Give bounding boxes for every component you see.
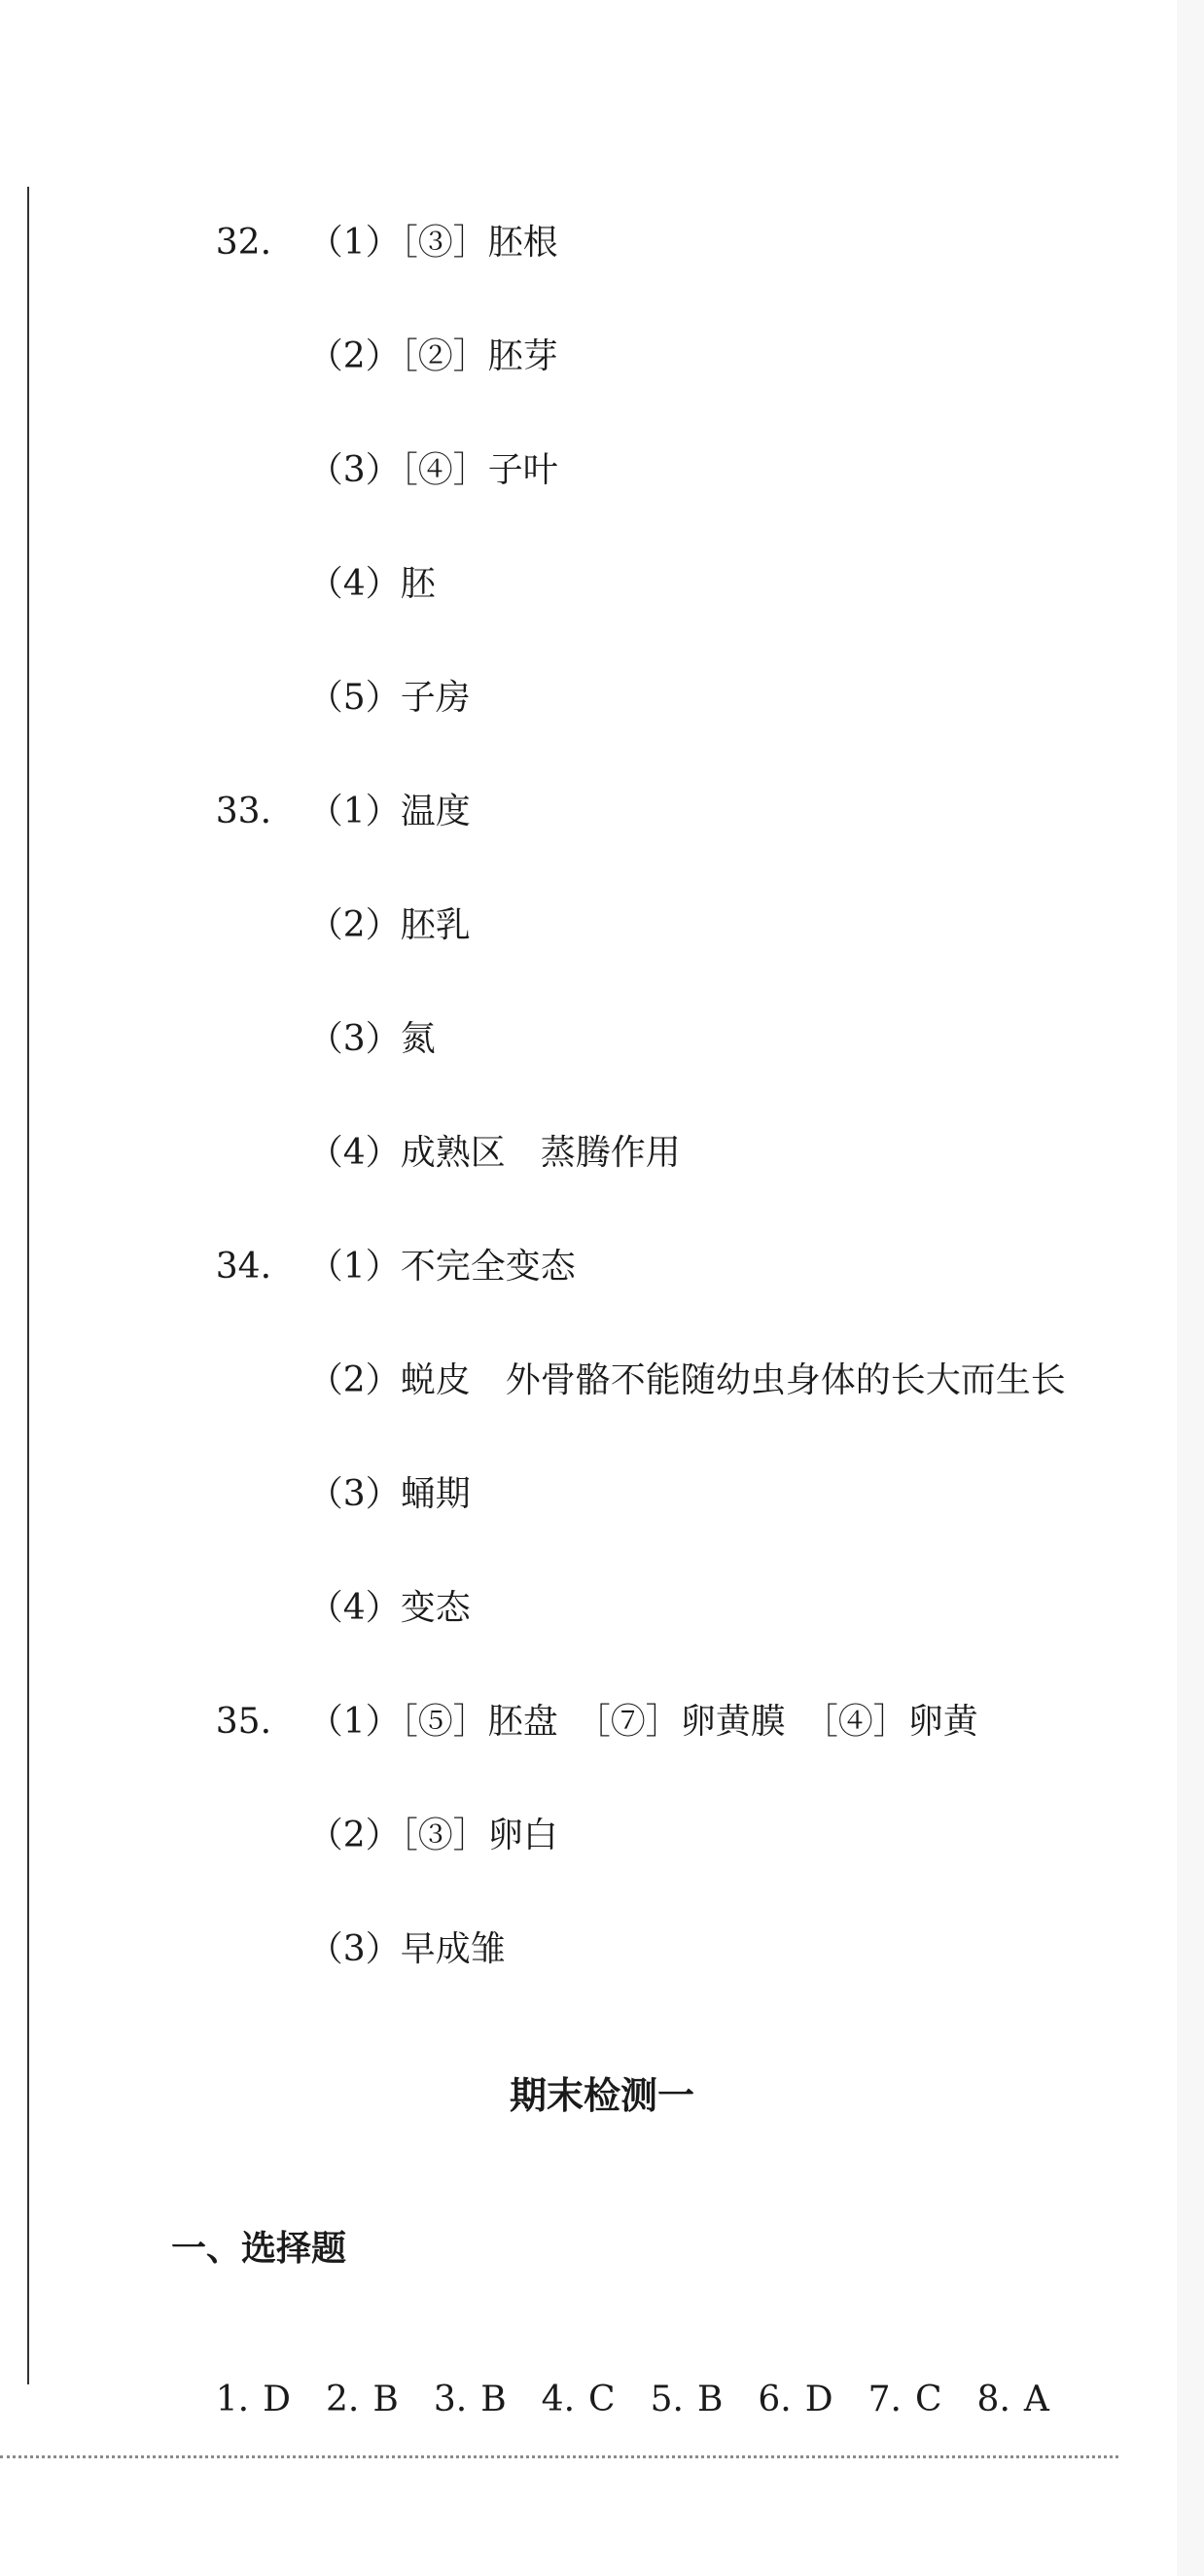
part-answer: ［③］卵白 — [400, 1816, 558, 1855]
part-label: （2） — [307, 336, 401, 376]
part-label: （3） — [307, 1474, 401, 1514]
q32-part5 — [264, 640, 471, 757]
part-label: （1） — [307, 1702, 401, 1742]
part-answer: 子房 — [400, 678, 471, 718]
part-label: （2） — [307, 1360, 401, 1400]
q34-part3 — [264, 1436, 471, 1553]
part-label: （1） — [307, 792, 401, 831]
answer-number: 7. — [868, 2380, 902, 2419]
answer-number: 3. — [433, 2380, 468, 2419]
part-answer: ［④］子叶 — [400, 450, 558, 490]
answer-number: 4. — [541, 2380, 576, 2419]
part-label: （2） — [307, 905, 401, 945]
answer-letter: C — [588, 2380, 616, 2419]
q32-part2 — [264, 299, 558, 415]
question-number: 33. — [215, 792, 272, 831]
part-answer: 胚 — [400, 564, 436, 604]
part-answer: ［②］胚芽 — [400, 336, 558, 376]
part-label: （4） — [307, 564, 401, 604]
part-label: （3） — [307, 1929, 401, 1969]
part-answer: ［③］胚根 — [400, 223, 558, 263]
part-label: （2） — [307, 1816, 401, 1855]
answer-letter: A — [1023, 2380, 1049, 2419]
choice-answer — [326, 2381, 412, 2419]
choice-answer — [651, 2381, 737, 2419]
answer-letter: D — [804, 2380, 833, 2419]
choice-answer — [542, 2381, 629, 2419]
answer-letter: C — [915, 2380, 942, 2419]
dotted-cut-line — [0, 2455, 1118, 2458]
part-answer: 氮 — [400, 1019, 436, 1059]
part-answer: 变态 — [400, 1588, 471, 1628]
q33-part2 — [264, 867, 471, 984]
choice-answer — [758, 2381, 846, 2419]
q34-part2 — [264, 1323, 1066, 1439]
choice-answer — [977, 2381, 1063, 2419]
part-answer: 不完全变态 — [400, 1247, 576, 1287]
answer-letter: D — [263, 2380, 292, 2419]
part-answer: 早成雏 — [400, 1929, 506, 1969]
q35-part2 — [264, 1778, 558, 1894]
question-number: 34. — [215, 1247, 272, 1287]
part-label: （5） — [307, 678, 401, 718]
part-label: （3） — [307, 1019, 401, 1059]
part-answer: 蜕皮 外骨骼不能随幼虫身体的长大而生长 — [400, 1360, 1066, 1400]
q34-part4 — [264, 1550, 471, 1667]
answer-letter: B — [372, 2380, 399, 2419]
answer-number: 8. — [976, 2380, 1010, 2419]
q33-part1 — [171, 754, 471, 870]
q32-part3 — [264, 412, 558, 529]
q34-part1 — [171, 1209, 576, 1325]
q33-part4 — [264, 1095, 681, 1212]
answer-number: 5. — [650, 2380, 684, 2419]
left-margin-rule — [27, 187, 29, 2384]
question-number: 35. — [215, 1702, 272, 1742]
part-label: （3） — [307, 450, 401, 490]
answer-number: 6. — [758, 2380, 792, 2419]
choice-answer — [868, 2381, 956, 2419]
q33-part3 — [264, 981, 436, 1098]
q32-part1 — [171, 185, 558, 301]
answer-number: 1. — [215, 2380, 250, 2419]
answer-number: 2. — [326, 2380, 360, 2419]
section-title: 一、选择题 — [171, 2228, 347, 2269]
part-answer: 蛹期 — [400, 1474, 471, 1514]
choice-answer — [216, 2381, 304, 2419]
part-label: （4） — [307, 1133, 401, 1173]
q35-part3 — [264, 1891, 506, 2008]
answer-letter: B — [480, 2380, 507, 2419]
part-answer: 成熟区 蒸腾作用 — [400, 1133, 681, 1173]
question-number: 32. — [215, 223, 272, 263]
part-answer: 温度 — [400, 792, 471, 831]
choice-answer — [434, 2381, 520, 2419]
part-answer: ［⑤］胚盘 ［⑦］卵黄膜 ［④］卵黄 — [400, 1702, 978, 1742]
answer-letter: B — [696, 2380, 724, 2419]
part-label: （4） — [307, 1588, 401, 1628]
q35-part1 — [171, 1664, 978, 1781]
part-label: （1） — [307, 223, 401, 263]
choice-answers-row — [171, 2342, 1084, 2458]
part-label: （1） — [307, 1247, 401, 1287]
exam-title: 期末检测一 — [509, 2073, 694, 2117]
part-answer: 胚乳 — [400, 905, 471, 945]
q32-part4 — [264, 526, 436, 643]
